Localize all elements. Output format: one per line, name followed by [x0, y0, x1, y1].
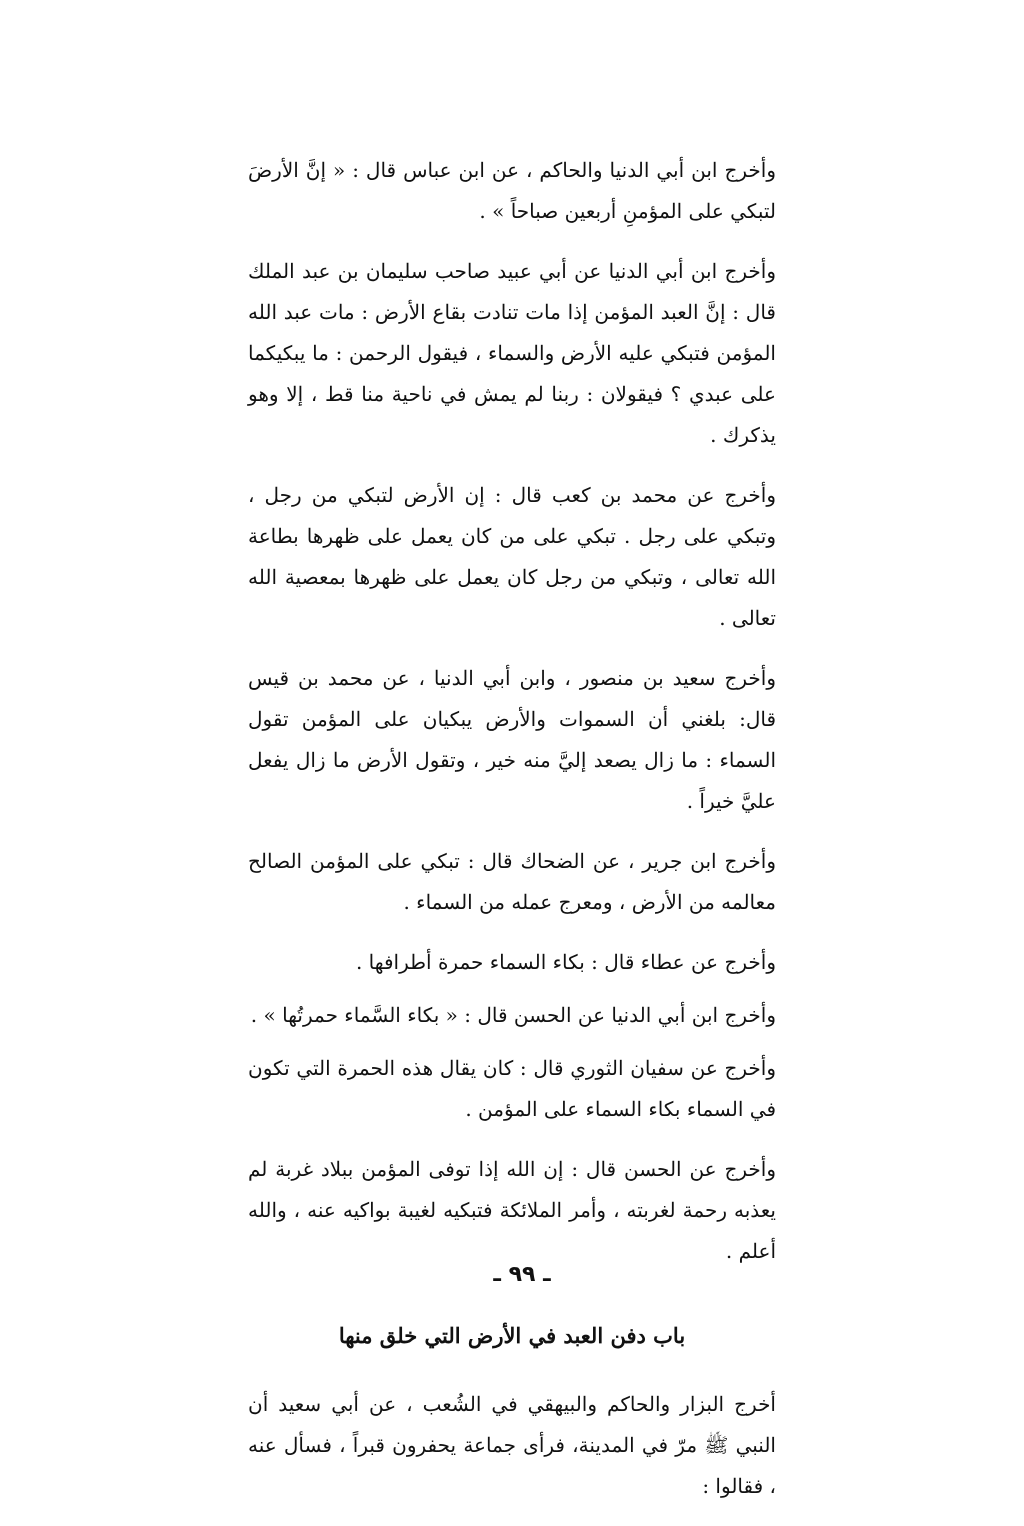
document-page — [248, 150, 776, 1526]
paragraph-5: وأخرج ابن جرير ، عن الضحاك قال : تبكي على المؤمن الصالح معالمه من الأرض ، ومعرج عمله من السماء . — [248, 849, 777, 914]
page-number: ـ ٩٩ ـ — [493, 1262, 551, 1287]
chapter-heading: باب دفن العبد في الأرض التي خلق منها — [338, 1323, 686, 1348]
paragraph-3: وأخرج عن محمد بن كعب قال : إن الأرض لتبكي من رجل ، وتبكي على رجل . تبكي على من كان يعمل على ظهرها بطاعة الله تعالى ، وتبكي من رجل كان يعمل على ظهرها بمعصية الله تعالى . — [248, 483, 776, 630]
paragraph-7: وأخرج ابن أبي الدنيا عن الحسن قال : « بكاء السَّماء حمرتُها » . — [250, 1003, 776, 1027]
paragraph-9: وأخرج عن الحسن قال : إن الله إذا توفى المؤمن ببلاد غربة لم يعذبه رحمة لغربته ، وأمر الملائكة فتبكيه لغيبة بواكيه عنه ، والله أعلم . — [248, 1157, 776, 1263]
final-paragraph: أخرج البزار والحاكم والبيهقي في الشُعب ، عن أبي سعيد أن النبي ﷺ مرّ في المدينة، فرأى جماعة يحفرون قبراً ، فسأل عنه ، فقالوا : — [248, 1392, 776, 1498]
paragraph-2: وأخرج ابن أبي الدنيا عن أبي عبيد صاحب سليمان بن عبد الملك قال : إنَّ العبد المؤمن إذا مات تنادت بقاع الأرض : مات عبد الله المؤمن فتبكي عليه الأرض والسماء ، فيقول الرحمن : ما يبكيكما على عبدي ؟ فيقولان : ربنا لم يمش في ناحية منا قط ، إلا وهو يذكرك . — [248, 259, 776, 447]
paragraph-8: وأخرج عن سفيان الثوري قال : كان يقال هذه الحمرة التي تكون في السماء بكاء السماء على المؤمن . — [248, 1056, 776, 1121]
paragraph-4: وأخرج سعيد بن منصور ، وابن أبي الدنيا ، عن محمد بن قيس قال: بلغني أن السموات والأرض يبكيان على المؤمن تقول السماء : ما زال يصعد إليَّ منه خير ، وتقول الأرض ما زال يفعل عليَّ خيراً . — [248, 666, 776, 813]
paragraph-1: وأخرج ابن أبي الدنيا والحاكم ، عن ابن عباس قال : « إنَّ الأرضَ لتبكي على المؤمنِ أربعين صباحاً » . — [248, 158, 776, 223]
paragraph-6: وأخرج عن عطاء قال : بكاء السماء حمرة أطرافها . — [355, 950, 776, 974]
